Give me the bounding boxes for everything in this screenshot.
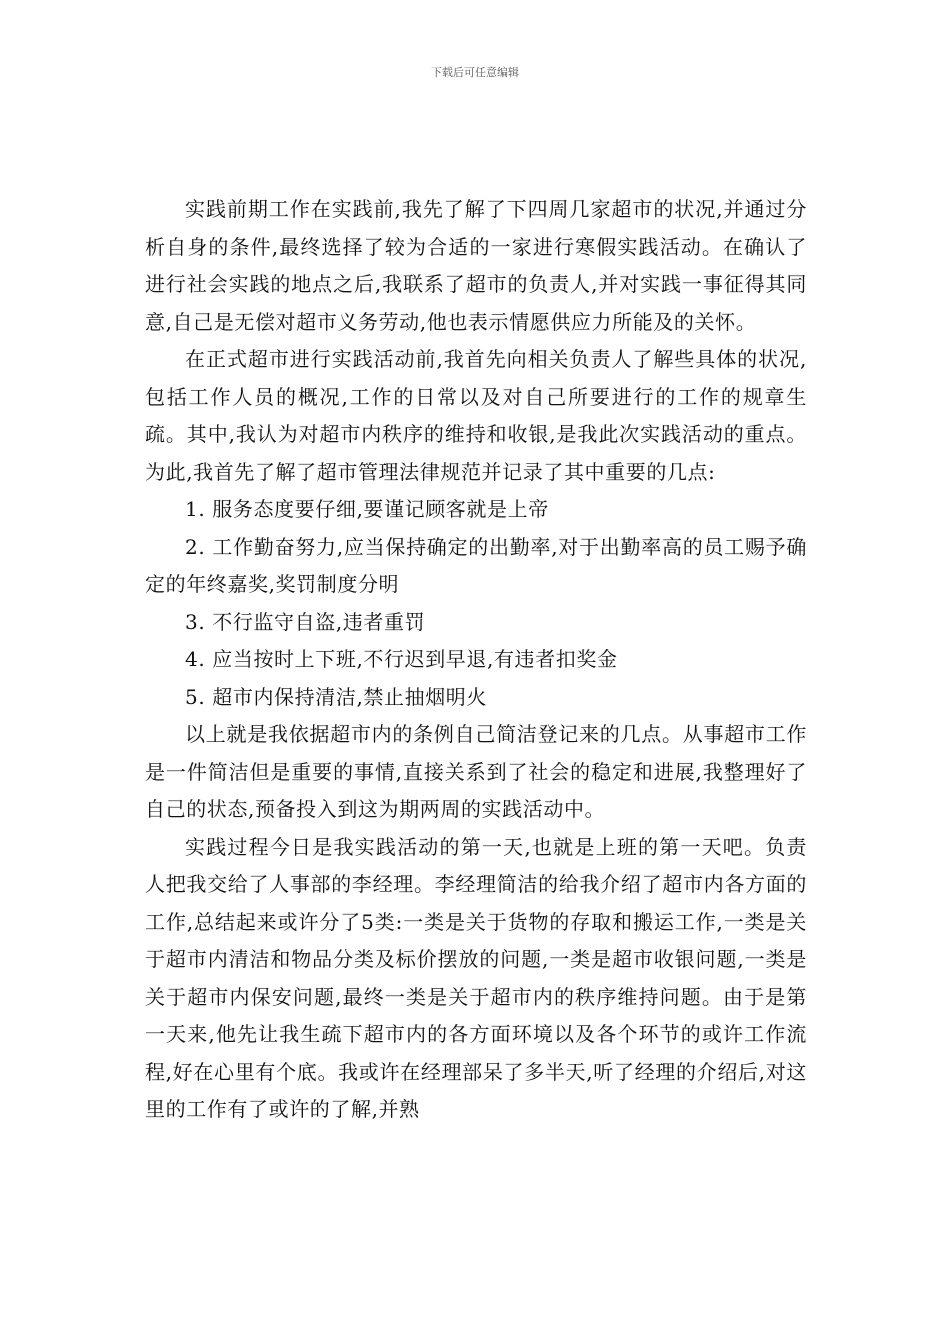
- paragraph-summary: 以上就是我依据超市内的条例自己简洁登记来的几点。从事超市工作是一件简洁但是重要的事情,直接关系到了社会的稳定和进展,我整理好了自己的状态,预备投入到这为期两周的实践活动中。: [145, 722, 807, 821]
- list-item-3: 3. 不行监守自盗,违者重罚: [185, 609, 426, 634]
- header-text: 下载后可任意编辑: [431, 66, 519, 79]
- list-item-1: 1. 服务态度要仔细,要谨记顾客就是上帝: [185, 497, 549, 521]
- paragraph-preparation: 在正式超市进行实践活动前,我首先向相关负责人了解些具体的状况,包括工作人员的概况,工作的日常以及对自己所要进行的工作的规章生疏。其中,我认为对超市内秩序的维持和收银,是我此次实践活动的重点。为此,我首先了解了超市管理法律规范并记录了其中重要的几点:: [145, 347, 807, 484]
- list-item-2: 2. 工作勤奋努力,应当保持确定的出勤率,对于出勤率高的员工赐予确定的年终嘉奖,奖罚制度分明: [145, 534, 807, 596]
- list-item-5: 5. 超市内保持清洁,禁止抽烟明火: [185, 684, 487, 709]
- paragraph-practice-process: 实践过程今日是我实践活动的第一天,也就是上班的第一天吧。负责人把我交给了人事部的李经理。李经理简洁的给我介绍了超市内各方面的工作,总结起来或许分了5类:一类是关于货物的存取和搬运工作,一类是关于超市内清洁和物品分类及标价摆放的问题,一类是超市收银问题,一类是关于超市内保安问题,最终一类是关于超市内的秩序维持问题。由于是第一天来,他先让我生疏下超市内的各方面环境以及各个环节的或许工作流程,好在心里有个底。我或许在经理部呆了多半天,听了经理的介绍后,对这里的工作有了或许的了解,并熟: [145, 834, 807, 1121]
- document-body: [145, 191, 807, 1129]
- paragraph-pre-practice: 实践前期工作在实践前,我先了解了下四周几家超市的状况,并通过分析自身的条件,最终选择了较为合适的一家进行寒假实践活动。在确认了进行社会实践的地点之后,我联系了超市的负责人,并对实践一事征得其同意,自己是无偿对超市义务劳动,他也表示情愿供应力所能及的关怀。: [145, 197, 807, 334]
- page-header: [0, 66, 950, 80]
- list-item-4: 4. 应当按时上下班,不行迟到早退,有违者扣奖金: [185, 647, 618, 671]
